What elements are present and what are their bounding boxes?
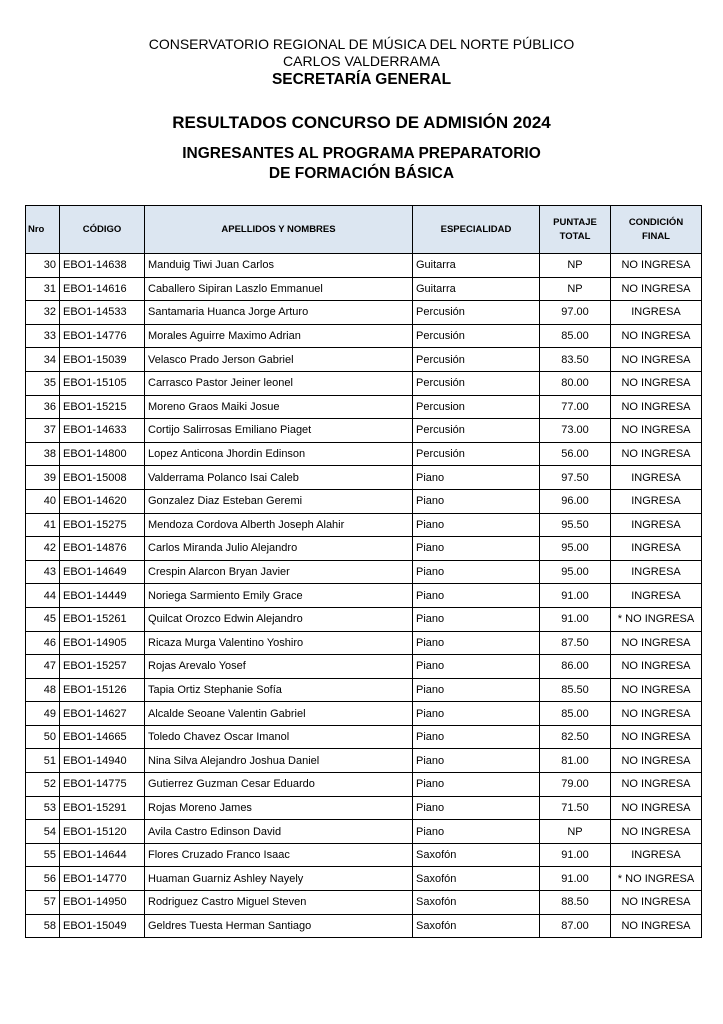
- cell-puntaje: 85.00: [540, 324, 611, 348]
- cell-puntaje: 56.00: [540, 442, 611, 466]
- cell-nombres: Avila Castro Edinson David: [145, 820, 413, 844]
- cell-nro: 35: [26, 371, 60, 395]
- cell-puntaje: 83.50: [540, 348, 611, 372]
- cell-condicion: NO INGRESA: [611, 277, 702, 301]
- cell-puntaje: 91.00: [540, 607, 611, 631]
- table-row: [26, 489, 702, 513]
- cell-condicion: INGRESA: [611, 513, 702, 537]
- cell-nro: 54: [26, 820, 60, 844]
- table-row: [26, 560, 702, 584]
- cell-especialidad: Percusión: [413, 371, 540, 395]
- table-row: [26, 254, 702, 278]
- cell-condicion: NO INGRESA: [611, 820, 702, 844]
- cell-puntaje: 95.00: [540, 560, 611, 584]
- table-row: [26, 277, 702, 301]
- table-row: [26, 442, 702, 466]
- column-header-condicion-line1: CONDICIÓN: [628, 216, 684, 228]
- cell-nro: 53: [26, 796, 60, 820]
- cell-especialidad: Piano: [413, 702, 540, 726]
- cell-puntaje: 87.50: [540, 631, 611, 655]
- cell-especialidad: Percusión: [413, 419, 540, 443]
- cell-especialidad: Piano: [413, 678, 540, 702]
- cell-especialidad: Guitarra: [413, 277, 540, 301]
- document-subtitle-line1: INGRESANTES AL PROGRAMA PREPARATORIO: [182, 145, 541, 162]
- results-table: [25, 205, 702, 938]
- cell-nro: 34: [26, 348, 60, 372]
- cell-nombres: Noriega Sarmiento Emily Grace: [145, 584, 413, 608]
- cell-condicion: INGRESA: [611, 489, 702, 513]
- column-header-condicion-line2: FINAL: [642, 230, 670, 242]
- cell-especialidad: Piano: [413, 513, 540, 537]
- cell-especialidad: Saxofón: [413, 867, 540, 891]
- table-row: [26, 891, 702, 915]
- cell-condicion: NO INGRESA: [611, 749, 702, 773]
- cell-condicion: NO INGRESA: [611, 655, 702, 679]
- cell-especialidad: Percusión: [413, 324, 540, 348]
- cell-puntaje: 71.50: [540, 796, 611, 820]
- table-row: [26, 631, 702, 655]
- cell-condicion: NO INGRESA: [611, 324, 702, 348]
- cell-especialidad: Piano: [413, 820, 540, 844]
- cell-nro: 46: [26, 631, 60, 655]
- cell-especialidad: Percusion: [413, 395, 540, 419]
- cell-codigo: EBO1-14633: [60, 419, 145, 443]
- cell-codigo: EBO1-15215: [60, 395, 145, 419]
- column-header-nro: Nro: [26, 206, 60, 254]
- cell-condicion: NO INGRESA: [611, 796, 702, 820]
- column-header-codigo: CÓDIGO: [60, 206, 145, 254]
- cell-puntaje: 77.00: [540, 395, 611, 419]
- cell-especialidad: Piano: [413, 631, 540, 655]
- table-row: [26, 796, 702, 820]
- document-subtitle-line2: DE FORMACIÓN BÁSICA: [268, 165, 455, 182]
- cell-puntaje: 80.00: [540, 371, 611, 395]
- cell-nombres: Manduig Tiwi Juan Carlos: [145, 254, 413, 278]
- cell-nombres: Morales Aguirre Maximo Adrian: [145, 324, 413, 348]
- cell-codigo: EBO1-14905: [60, 631, 145, 655]
- cell-nombres: Santamaria Huanca Jorge Arturo: [145, 301, 413, 325]
- table-row: [26, 725, 702, 749]
- cell-codigo: EBO1-15039: [60, 348, 145, 372]
- cell-nro: 44: [26, 584, 60, 608]
- table-row: [26, 867, 702, 891]
- cell-condicion: INGRESA: [611, 537, 702, 561]
- cell-especialidad: Saxofón: [413, 843, 540, 867]
- table-row: [26, 820, 702, 844]
- column-header-especialidad: ESPECIALIDAD: [413, 206, 540, 254]
- cell-nombres: Carrasco Pastor Jeiner leonel: [145, 371, 413, 395]
- cell-nro: 50: [26, 725, 60, 749]
- cell-condicion: INGRESA: [611, 301, 702, 325]
- cell-puntaje: 82.50: [540, 725, 611, 749]
- cell-condicion: INGRESA: [611, 560, 702, 584]
- cell-codigo: EBO1-14940: [60, 749, 145, 773]
- table-row: [26, 466, 702, 490]
- cell-puntaje: 91.00: [540, 867, 611, 891]
- cell-nro: 47: [26, 655, 60, 679]
- cell-nombres: Flores Cruzado Franco Isaac: [145, 843, 413, 867]
- cell-codigo: EBO1-14627: [60, 702, 145, 726]
- table-row: [26, 749, 702, 773]
- department-name: SECRETARÍA GENERAL: [271, 71, 452, 88]
- cell-codigo: EBO1-15120: [60, 820, 145, 844]
- table-row: [26, 655, 702, 679]
- cell-nro: 48: [26, 678, 60, 702]
- cell-nombres: Gonzalez Diaz Esteban Geremi: [145, 489, 413, 513]
- cell-condicion: INGRESA: [611, 466, 702, 490]
- cell-especialidad: Piano: [413, 489, 540, 513]
- cell-nombres: Tapia Ortiz Stephanie Sofía: [145, 678, 413, 702]
- cell-nro: 55: [26, 843, 60, 867]
- table-row: [26, 914, 702, 938]
- table-row: [26, 843, 702, 867]
- cell-especialidad: Piano: [413, 584, 540, 608]
- cell-condicion: NO INGRESA: [611, 442, 702, 466]
- cell-nombres: Toledo Chavez Oscar Imanol: [145, 725, 413, 749]
- cell-nombres: Quilcat Orozco Edwin Alejandro: [145, 607, 413, 631]
- cell-condicion: NO INGRESA: [611, 371, 702, 395]
- cell-nombres: Mendoza Cordova Alberth Joseph Alahir: [145, 513, 413, 537]
- cell-nombres: Rojas Moreno James: [145, 796, 413, 820]
- cell-condicion: NO INGRESA: [611, 725, 702, 749]
- cell-condicion: NO INGRESA: [611, 395, 702, 419]
- column-header-puntaje-line2: TOTAL: [559, 230, 591, 242]
- cell-codigo: EBO1-14449: [60, 584, 145, 608]
- table-row: [26, 395, 702, 419]
- cell-puntaje: 79.00: [540, 773, 611, 797]
- cell-especialidad: Piano: [413, 466, 540, 490]
- cell-codigo: EBO1-15261: [60, 607, 145, 631]
- cell-nro: 37: [26, 419, 60, 443]
- cell-codigo: EBO1-14620: [60, 489, 145, 513]
- cell-nombres: Huaman Guarniz Ashley Nayely: [145, 867, 413, 891]
- cell-puntaje: 87.00: [540, 914, 611, 938]
- cell-codigo: EBO1-14776: [60, 324, 145, 348]
- cell-nombres: Velasco Prado Jerson Gabriel: [145, 348, 413, 372]
- cell-condicion: NO INGRESA: [611, 678, 702, 702]
- cell-puntaje: 95.50: [540, 513, 611, 537]
- table-header-row: [26, 206, 702, 254]
- cell-especialidad: Saxofón: [413, 891, 540, 915]
- cell-codigo: EBO1-14649: [60, 560, 145, 584]
- cell-codigo: EBO1-15105: [60, 371, 145, 395]
- table-row: [26, 324, 702, 348]
- cell-nro: 33: [26, 324, 60, 348]
- table-row: [26, 301, 702, 325]
- cell-condicion: NO INGRESA: [611, 348, 702, 372]
- table-row: [26, 513, 702, 537]
- cell-nombres: Caballero Sipiran Laszlo Emmanuel: [145, 277, 413, 301]
- table-row: [26, 419, 702, 443]
- cell-puntaje: 85.00: [540, 702, 611, 726]
- cell-codigo: EBO1-14533: [60, 301, 145, 325]
- cell-especialidad: Percusión: [413, 301, 540, 325]
- cell-nombres: Crespin Alarcon Bryan Javier: [145, 560, 413, 584]
- cell-especialidad: Piano: [413, 607, 540, 631]
- cell-codigo: EBO1-14876: [60, 537, 145, 561]
- cell-especialidad: Piano: [413, 537, 540, 561]
- cell-nro: 51: [26, 749, 60, 773]
- cell-nro: 57: [26, 891, 60, 915]
- cell-puntaje: 96.00: [540, 489, 611, 513]
- cell-condicion: NO INGRESA: [611, 891, 702, 915]
- cell-especialidad: Piano: [413, 655, 540, 679]
- cell-nro: 32: [26, 301, 60, 325]
- cell-puntaje: 85.50: [540, 678, 611, 702]
- cell-nombres: Gutierrez Guzman Cesar Eduardo: [145, 773, 413, 797]
- cell-nro: 36: [26, 395, 60, 419]
- cell-especialidad: Guitarra: [413, 254, 540, 278]
- cell-codigo: EBO1-14616: [60, 277, 145, 301]
- cell-especialidad: Piano: [413, 725, 540, 749]
- cell-nombres: Valderrama Polanco Isai Caleb: [145, 466, 413, 490]
- cell-puntaje: NP: [540, 820, 611, 844]
- cell-nombres: Geldres Tuesta Herman Santiago: [145, 914, 413, 938]
- cell-puntaje: 86.00: [540, 655, 611, 679]
- cell-codigo: EBO1-15291: [60, 796, 145, 820]
- cell-puntaje: NP: [540, 277, 611, 301]
- table-row: [26, 702, 702, 726]
- cell-nombres: Rodriguez Castro Miguel Steven: [145, 891, 413, 915]
- cell-nro: 39: [26, 466, 60, 490]
- cell-puntaje: 73.00: [540, 419, 611, 443]
- cell-nro: 56: [26, 867, 60, 891]
- table-row: [26, 348, 702, 372]
- table-row: [26, 537, 702, 561]
- cell-especialidad: Saxofón: [413, 914, 540, 938]
- cell-puntaje: NP: [540, 254, 611, 278]
- cell-nombres: Nina Silva Alejandro Joshua Daniel: [145, 749, 413, 773]
- cell-nro: 52: [26, 773, 60, 797]
- table-row: [26, 371, 702, 395]
- cell-codigo: EBO1-14800: [60, 442, 145, 466]
- cell-nro: 40: [26, 489, 60, 513]
- cell-nombres: Ricaza Murga Valentino Yoshiro: [145, 631, 413, 655]
- column-header-puntaje-line1: PUNTAJE: [553, 216, 597, 228]
- cell-especialidad: Percusión: [413, 442, 540, 466]
- cell-puntaje: 91.00: [540, 843, 611, 867]
- table-body: [26, 254, 702, 938]
- cell-nro: 49: [26, 702, 60, 726]
- cell-nro: 31: [26, 277, 60, 301]
- table-row: [26, 584, 702, 608]
- cell-condicion: * NO INGRESA: [611, 867, 702, 891]
- cell-nombres: Alcalde Seoane Valentin Gabriel: [145, 702, 413, 726]
- cell-codigo: EBO1-15049: [60, 914, 145, 938]
- cell-condicion: NO INGRESA: [611, 631, 702, 655]
- cell-nro: 45: [26, 607, 60, 631]
- cell-nro: 30: [26, 254, 60, 278]
- cell-condicion: NO INGRESA: [611, 914, 702, 938]
- cell-codigo: EBO1-15275: [60, 513, 145, 537]
- cell-condicion: NO INGRESA: [611, 254, 702, 278]
- column-header-nombres: APELLIDOS Y NOMBRES: [145, 206, 413, 254]
- cell-puntaje: 81.00: [540, 749, 611, 773]
- cell-nro: 38: [26, 442, 60, 466]
- document-title: RESULTADOS CONCURSO DE ADMISIÓN 2024: [172, 113, 551, 132]
- cell-puntaje: 95.00: [540, 537, 611, 561]
- cell-codigo: EBO1-15257: [60, 655, 145, 679]
- cell-nombres: Rojas Arevalo Yosef: [145, 655, 413, 679]
- cell-nro: 43: [26, 560, 60, 584]
- cell-especialidad: Piano: [413, 773, 540, 797]
- column-header-condicion: [611, 206, 702, 254]
- cell-puntaje: 97.50: [540, 466, 611, 490]
- institution-name-line2: CARLOS VALDERRAMA: [283, 53, 440, 69]
- cell-codigo: EBO1-15008: [60, 466, 145, 490]
- cell-codigo: EBO1-14770: [60, 867, 145, 891]
- cell-codigo: EBO1-14638: [60, 254, 145, 278]
- cell-nro: 58: [26, 914, 60, 938]
- cell-nombres: Cortijo Salirrosas Emiliano Piaget: [145, 419, 413, 443]
- cell-nombres: Carlos Miranda Julio Alejandro: [145, 537, 413, 561]
- cell-especialidad: Piano: [413, 796, 540, 820]
- cell-codigo: EBO1-14665: [60, 725, 145, 749]
- table-row: [26, 678, 702, 702]
- cell-codigo: EBO1-14950: [60, 891, 145, 915]
- cell-codigo: EBO1-14644: [60, 843, 145, 867]
- cell-nro: 42: [26, 537, 60, 561]
- cell-condicion: NO INGRESA: [611, 702, 702, 726]
- cell-especialidad: Piano: [413, 560, 540, 584]
- cell-especialidad: Piano: [413, 749, 540, 773]
- table-row: [26, 607, 702, 631]
- cell-condicion: INGRESA: [611, 584, 702, 608]
- cell-nro: 41: [26, 513, 60, 537]
- cell-codigo: EBO1-15126: [60, 678, 145, 702]
- cell-puntaje: 91.00: [540, 584, 611, 608]
- column-header-puntaje: [540, 206, 611, 254]
- cell-condicion: NO INGRESA: [611, 419, 702, 443]
- cell-especialidad: Percusión: [413, 348, 540, 372]
- cell-condicion: * NO INGRESA: [611, 607, 702, 631]
- cell-puntaje: 97.00: [540, 301, 611, 325]
- cell-codigo: EBO1-14775: [60, 773, 145, 797]
- cell-nombres: Moreno Graos Maiki Josue: [145, 395, 413, 419]
- cell-nombres: Lopez Anticona Jhordin Edinson: [145, 442, 413, 466]
- cell-puntaje: 88.50: [540, 891, 611, 915]
- cell-condicion: NO INGRESA: [611, 773, 702, 797]
- cell-condicion: INGRESA: [611, 843, 702, 867]
- table-row: [26, 773, 702, 797]
- institution-name-line1: CONSERVATORIO REGIONAL DE MÚSICA DEL NORTE PÚBLICO: [148, 36, 575, 52]
